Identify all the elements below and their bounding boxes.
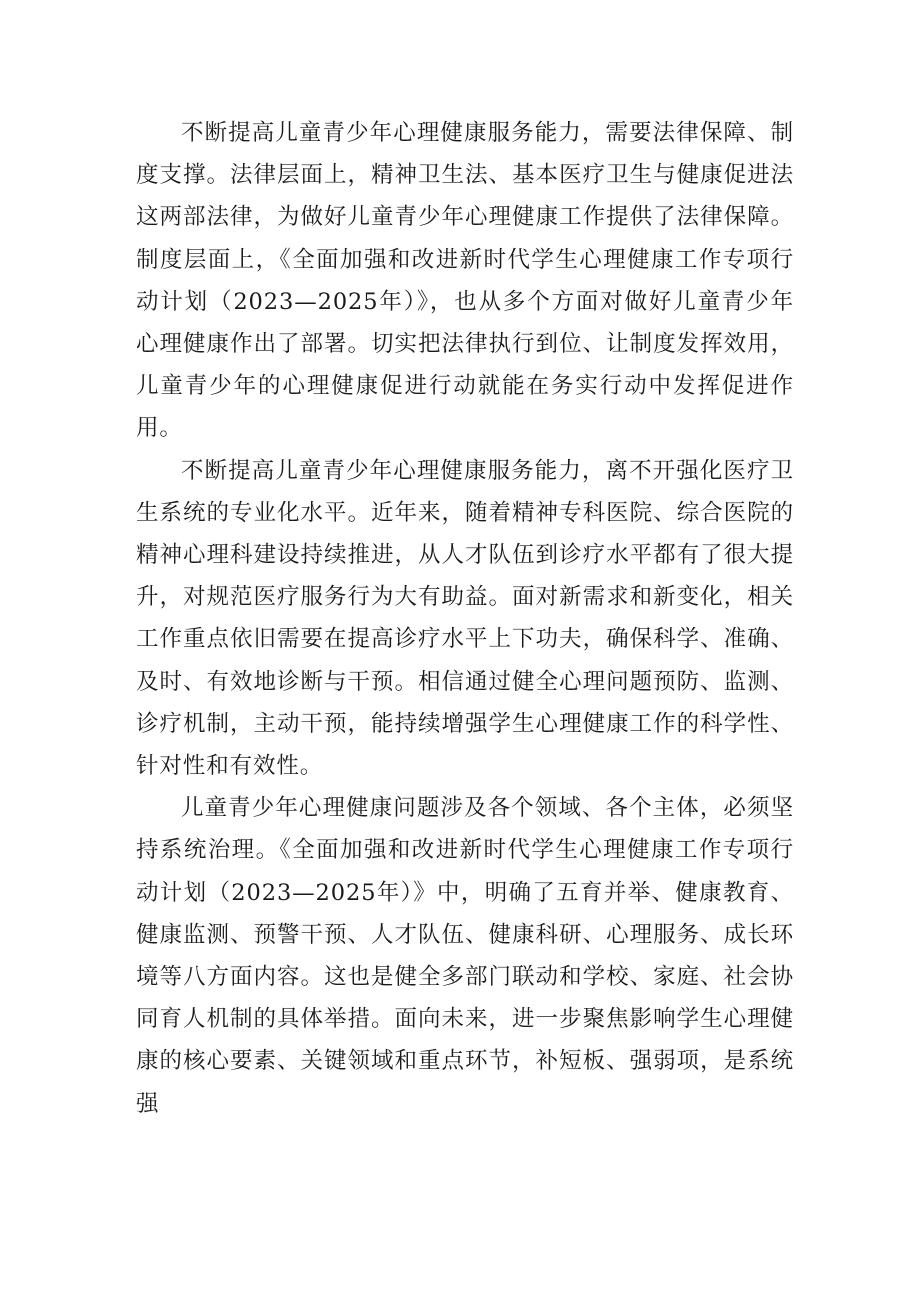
paragraph-systematic-governance: 儿童青少年心理健康问题涉及各个领域、各个主体，必须坚持系统治理。《全面加强和改进新时代学生心理健康工作专项行动计划（2023—2025年）》中，明确了五育并举、健康教育、健康监测、预警干预、人才队伍、健康科研、心理服务、成长环境等八方面内容。这也是健全多部门联动和学校、家庭、社会协同育人机制的具体举措。面向未来，进一步聚焦影响学生心理健康的核心要素、关键领域和重点环节，补短板、强弱项，是系统强 [136, 795, 794, 1117]
paragraph-medical-system: 不断提高儿童青少年心理健康服务能力，离不开强化医疗卫生系统的专业化水平。近年来，随着精神专科医院、综合医院的精神心理科建设持续推进，从人才队伍到诊疗水平都有了很大提升，对规范医疗服务行为大有助益。面对新需求和新变化，相关工作重点依旧需要在提高诊疗水平上下功夫，确保科学、准确、及时、有效地诊断与干预。相信通过健全心理问题预防、监测、诊疗机制，主动干预，能持续增强学生心理健康工作的科学性、针对性和有效性。 [136, 457, 794, 780]
paragraph-legal-guarantee: 不断提高儿童青少年心理健康服务能力，需要法律保障、制度支撑。法律层面上，精神卫生法、基本医疗卫生与健康促进法这两部法律，为做好儿童青少年心理健康工作提供了法律保障。制度层面上，《全面加强和改进新时代学生心理健康工作专项行动计划（2023—2025年）》，也从多个方面对做好儿童青少年心理健康作出了部署。切实把法律执行到位、让制度发挥效用，儿童青少年的心理健康促进行动就能在务实行动中发挥促进作用。 [136, 120, 794, 442]
article-body [136, 112, 794, 1125]
